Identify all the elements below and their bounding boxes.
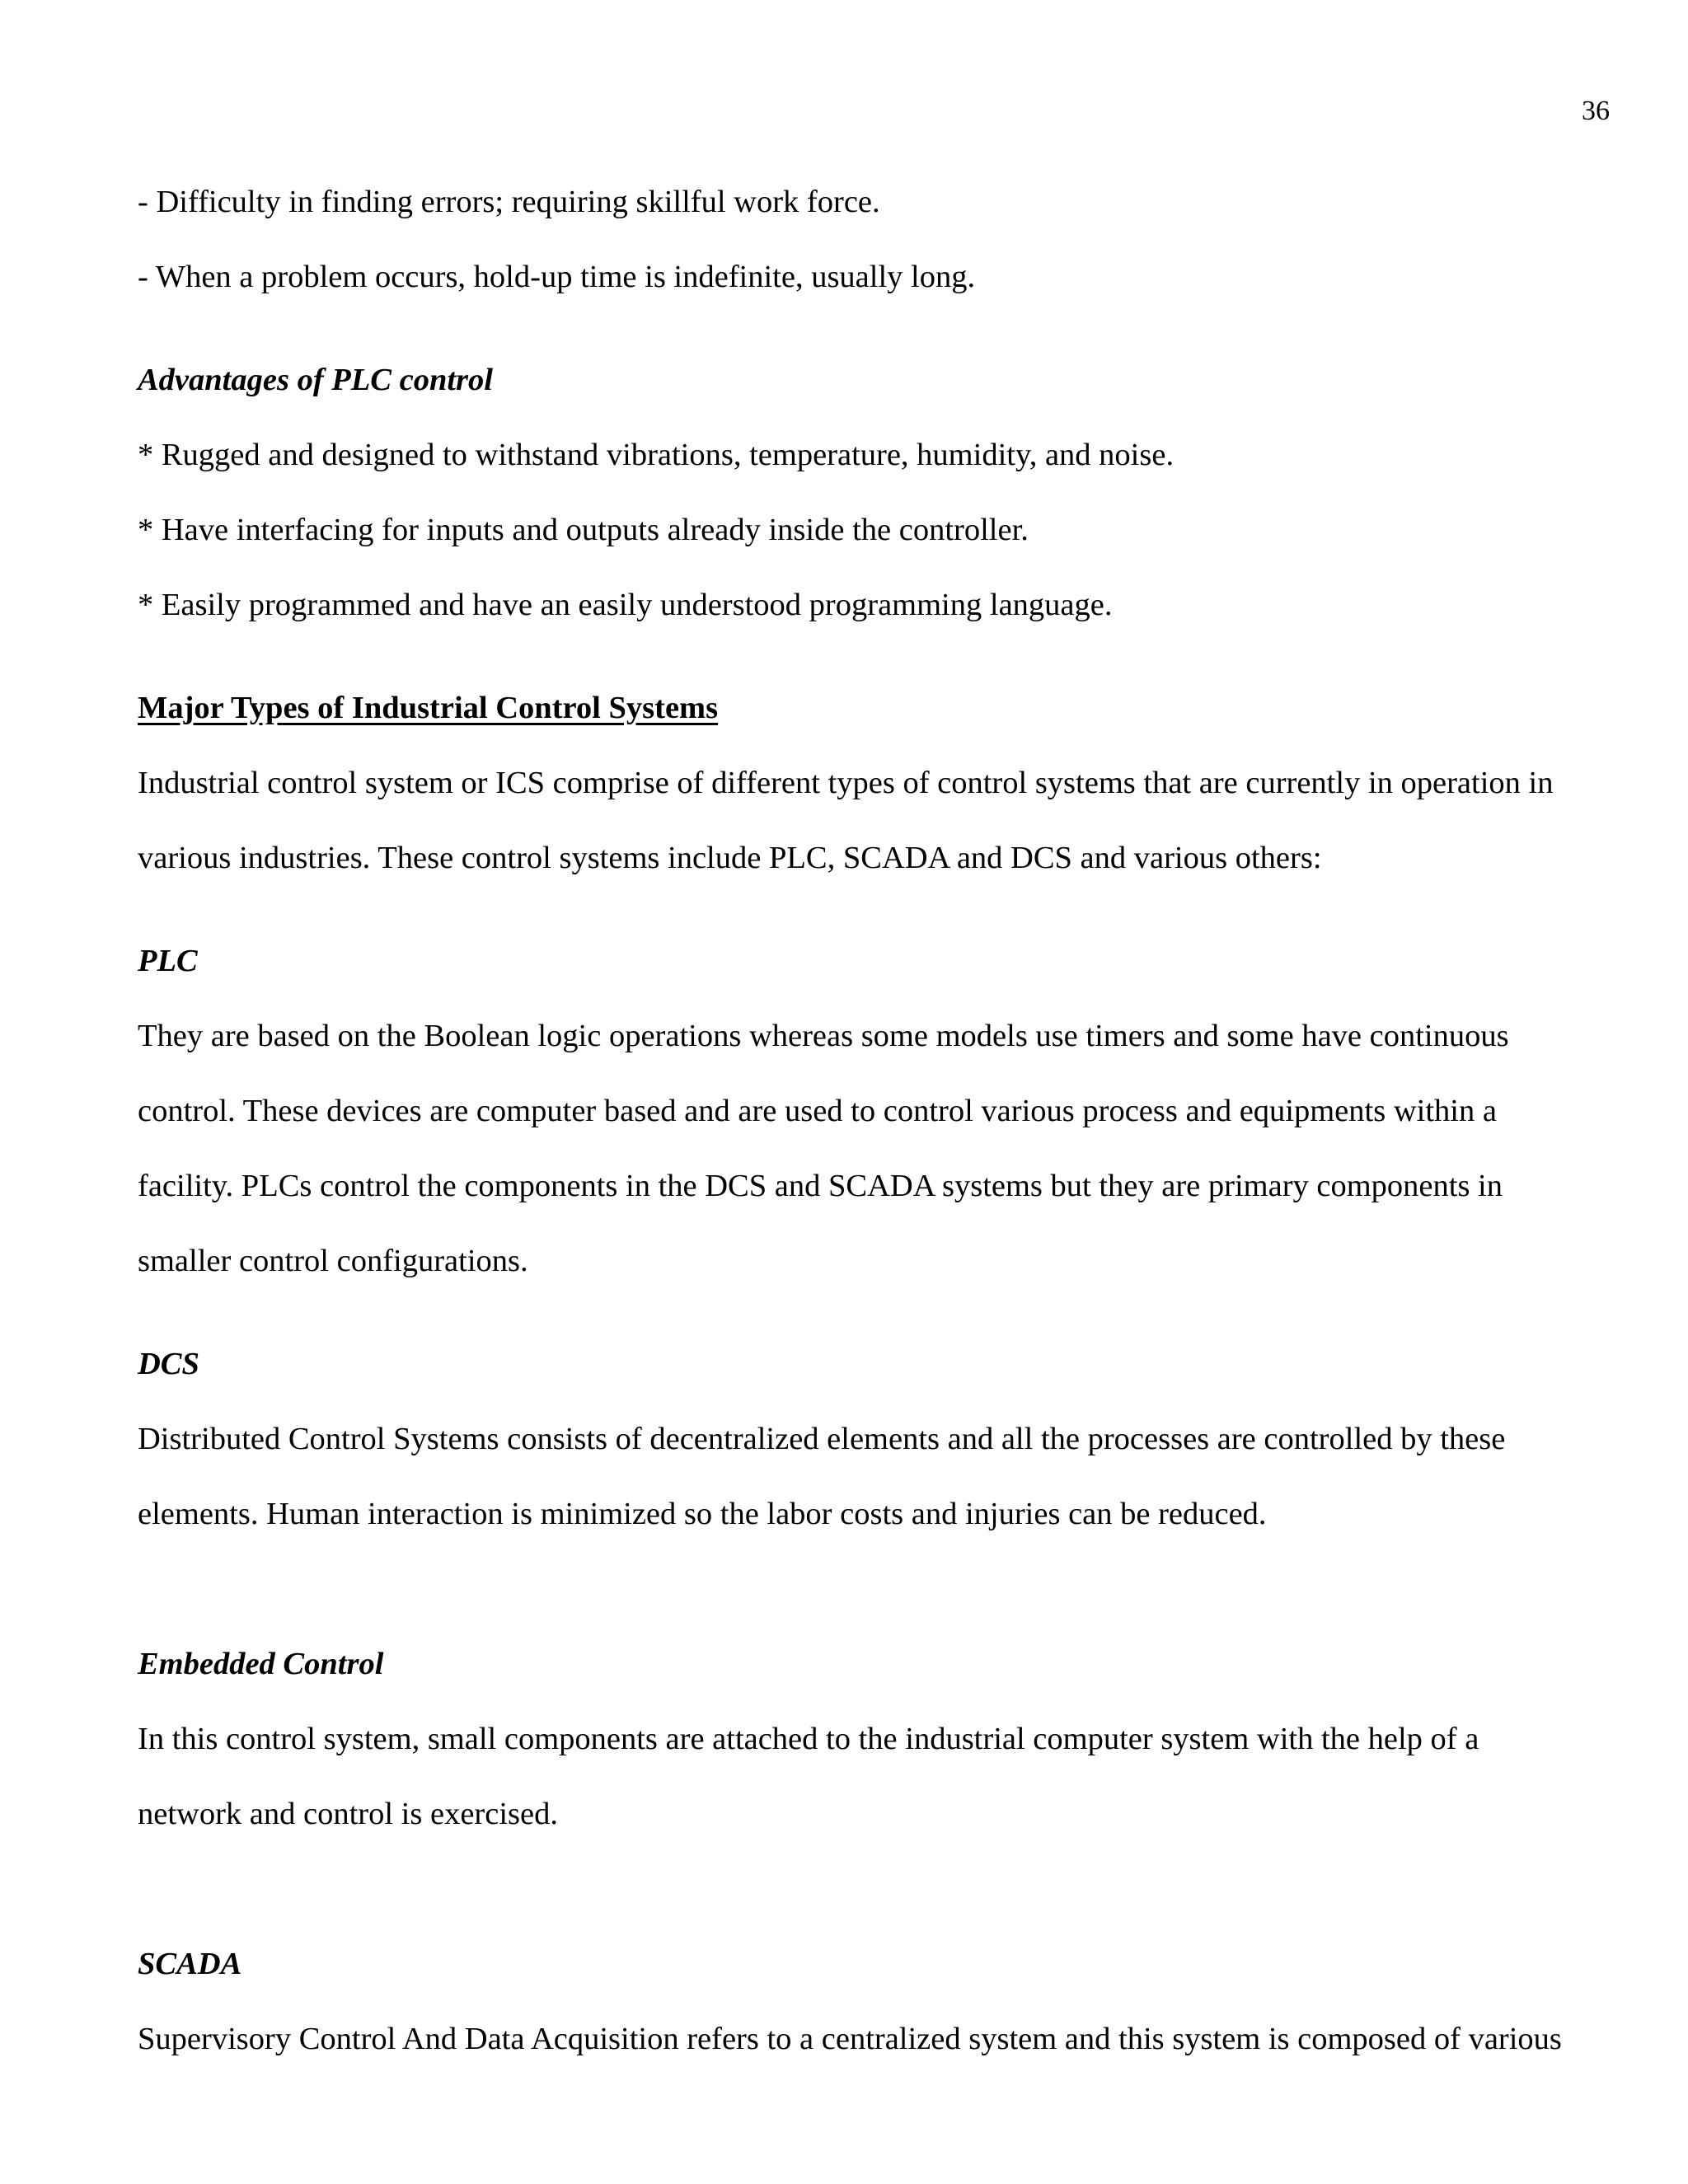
document-body (138, 165, 1613, 2077)
disadvantage-item: - When a problem occurs, hold-up time is indefinite, usually long. (138, 260, 976, 294)
advantages-heading: Advantages of PLC control (138, 363, 493, 397)
advantage-item: * Easily programmed and have an easily understood programming language. (138, 588, 1113, 622)
dcs-text-line: Distributed Control Systems consists of decentralized elements and all the processes are controlled by these (138, 1422, 1506, 1456)
embedded-heading: Embedded Control (138, 1647, 384, 1681)
dcs-text-line: elements. Human interaction is minimized so the labor costs and injuries can be reduced. (138, 1497, 1267, 1531)
dcs-heading: DCS (138, 1347, 199, 1381)
plc-text-line: They are based on the Boolean logic operations whereas some models use timers and some have continuous (138, 1019, 1509, 1053)
major-types-intro-line: Industrial control system or ICS comprise of different types of control systems that are currently in operation in (138, 766, 1554, 800)
embedded-text-line: network and control is exercised. (138, 1797, 558, 1831)
page-number: 36 (1582, 96, 1610, 126)
scada-heading: SCADA (138, 1947, 242, 1981)
major-types-intro-line: various industries. These control systems include PLC, SCADA and DCS and various others: (138, 841, 1322, 875)
plc-text-line: facility. PLCs control the components in the DCS and SCADA systems but they are primary components in (138, 1169, 1503, 1203)
plc-text-line: control. These devices are computer based and are used to control various process and equipments within a (138, 1094, 1497, 1128)
plc-heading: PLC (138, 944, 198, 978)
major-types-heading: Major Types of Industrial Control Systems (138, 691, 719, 725)
advantage-item: * Rugged and designed to withstand vibrations, temperature, humidity, and noise. (138, 438, 1175, 472)
embedded-text-line: In this control system, small components are attached to the industrial computer system with the help of a (138, 1722, 1479, 1756)
plc-text-line: smaller control configurations. (138, 1244, 528, 1278)
advantage-item: * Have interfacing for inputs and outputs already inside the controller. (138, 513, 1029, 547)
disadvantage-item: - Difficulty in finding errors; requiring skillful work force. (138, 185, 880, 219)
scada-text-line: Supervisory Control And Data Acquisition refers to a centralized system and this system is composed of various (138, 2022, 1562, 2056)
